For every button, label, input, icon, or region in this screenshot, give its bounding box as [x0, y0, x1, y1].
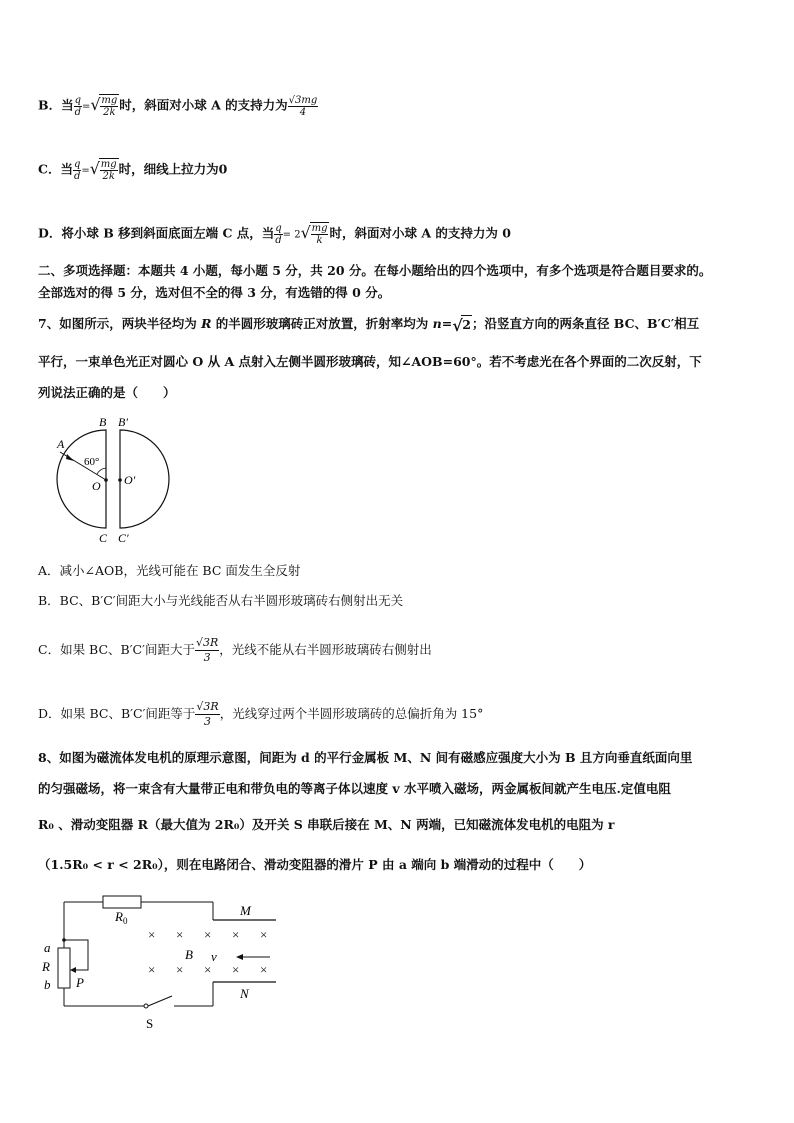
svg-text:×: ×: [204, 962, 212, 977]
svg-text:×: ×: [176, 962, 184, 977]
q7-option-d: D．如果 BC、B′C′间距等于 $\frac{√3R}{3}$ ，光线穿过两个半圆形玻璃砖的总偏折角为 15°: [38, 700, 484, 728]
sqrt3r-over-3: $\frac{√3R}{3}$: [195, 636, 219, 664]
switch-s: [148, 996, 172, 1006]
label-b-prime: B′: [118, 415, 128, 429]
option-c-prefix: C．当: [38, 161, 73, 177]
option-d-prefix: D．将小球 B 移到斜面底面左端 C 点，当: [38, 225, 275, 241]
q8-line-2: 的匀强磁场，将一束含有大量带正电和带负电的等离子体以速度 v 水平喷入磁场，两金属板间就产生电压.定值电阻: [38, 781, 671, 796]
center-o-prime: [118, 478, 122, 482]
sqrt-2: √ 2: [452, 315, 472, 334]
glass-semicircle-figure: [40, 414, 180, 550]
svg-text:×: ×: [176, 927, 184, 942]
q7-line-2: 平行，一束单色光正对圆心 O 从 A 点射入左侧半圆形玻璃砖，知∠AOB=60°。若不考虑光在各个界面的二次反射，下: [38, 354, 702, 369]
resistor-r0: [103, 896, 141, 908]
label-v: v: [211, 949, 217, 964]
angle-arc: [97, 468, 106, 474]
sqrt-mg-k: √ $\frac{mg}{k}$: [301, 222, 330, 246]
svg-text:×: ×: [232, 962, 240, 977]
q-over-d: $\frac{q}{d}$: [73, 158, 81, 182]
label-a-end: a: [44, 940, 51, 955]
ray-arrow: [66, 454, 74, 461]
label-s: S: [146, 1016, 154, 1030]
label-p: P: [76, 975, 84, 990]
equals: = 2: [282, 229, 301, 241]
svg-text:×: ×: [232, 927, 240, 942]
option-b-prefix: B．当: [38, 97, 74, 113]
label-o: O: [92, 479, 101, 493]
svg-text:×: ×: [148, 962, 156, 977]
q7-option-a: A．减小∠AOB，光线可能在 BC 面发生全反射: [38, 563, 301, 578]
option-c: [38, 158, 227, 182]
label-angle: 60°: [84, 456, 100, 468]
mhd-generator-figure: [38, 890, 288, 1030]
equals: =: [81, 101, 91, 113]
svg-text:×: ×: [148, 927, 156, 942]
q-over-d: $\frac{q}{d}$: [275, 222, 282, 246]
q7-option-b: B．BC、B′C′间距大小与光线能否从右半圆形玻璃砖右侧射出无关: [38, 593, 404, 608]
option-b: [38, 94, 318, 118]
velocity-arrowhead: [236, 954, 243, 960]
label-n: N: [240, 986, 249, 1001]
sqrt-mg-2k: √ $\frac{mg}{2k}$: [90, 158, 119, 182]
q8-line-3: R₀ 、滑动变阻器 R（最大值为 2R₀）及开关 S 串联后接在 M、N 两端，已知磁流体发电机的电阻为 r: [38, 817, 615, 832]
option-d-suffix: 时，斜面对小球 A 的支持力为 0: [329, 225, 511, 241]
svg-text:×: ×: [204, 927, 212, 942]
option-b-mid: 时，斜面对小球 A 的支持力为: [119, 97, 288, 113]
q7-line-3: 列说法正确的是（ ）: [38, 385, 176, 400]
svg-text:×: ×: [260, 962, 268, 977]
section-2-line-2: 全部选对的得 5 分，选对但不全的得 3 分，有选错的得 0 分。: [38, 285, 391, 300]
label-m: M: [240, 903, 251, 918]
label-r: R: [42, 959, 50, 974]
label-r0: $R_0$: [115, 909, 128, 926]
q8-line-4: （1.5R₀ < r < 2R₀），则在电路闭合、滑动变阻器的滑片 P 由 a 端向 b 端滑动的过程中（ ）: [38, 857, 592, 872]
magnetic-field-crosses: [148, 927, 267, 977]
section-2-line-1: 二、多项选择题：本题共 4 小题，每小题 5 分，共 20 分。在每小题给出的四个选项中，有多个选项是符合题目要求的。: [38, 263, 712, 278]
label-b-end: b: [44, 977, 51, 992]
sqrt-mg-2k: √ $\frac{mg}{2k}$: [90, 94, 119, 118]
label-b-field: B: [185, 947, 193, 962]
option-d: [38, 222, 511, 246]
sqrt3r-over-3: $\frac{√3R}{3}$: [196, 700, 219, 728]
q7-option-c: C．如果 BC、B′C′间距大于 $\frac{√3R}{3}$ ，光线不能从右半圆形玻璃砖右侧射出: [38, 636, 432, 664]
q-over-d: $\frac{q}{d}$: [74, 94, 81, 118]
label-b: B: [99, 415, 107, 429]
option-c-suffix: 时，细线上拉力为0: [118, 161, 228, 177]
equals: =: [81, 165, 90, 177]
switch-pivot: [144, 1004, 148, 1008]
label-c-prime: C′: [118, 531, 129, 545]
label-a: A: [57, 437, 65, 451]
answer-fraction: $\frac{√3mg}{4}$: [288, 94, 318, 118]
label-c: C: [99, 531, 108, 545]
q8-line-1: 8、如图为磁流体发电机的原理示意图，间距为 d 的平行金属板 M、N 间有磁感应强度大小为 B 且方向垂直纸面向里: [38, 750, 693, 765]
label-o-prime: O′: [124, 473, 136, 487]
svg-text:×: ×: [260, 927, 268, 942]
center-o: [104, 478, 108, 482]
slider-p-arrow: [70, 967, 76, 973]
q7-line-1: 7、如图所示，两块半径均为 R 的半圆形玻璃砖正对放置，折射率均为 n=√ 2；沿竖直方向的两条直径 BC、B′C′相互: [38, 315, 699, 334]
rheostat-r: [58, 948, 70, 988]
